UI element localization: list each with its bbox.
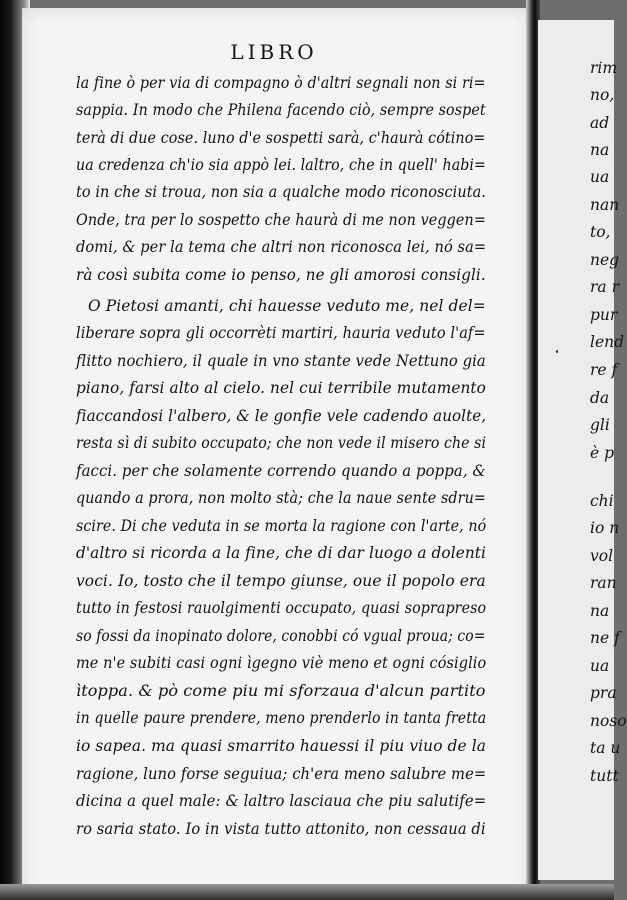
text-line: in quelle paure prendere, meno prenderlo in tanta fretta [76,709,487,727]
text-line: domi, & per la tema che altri non riconosca lei, nó sa= [76,238,487,256]
right-text-fragment: no, [590,86,615,104]
right-text-fragment: lend [590,333,625,351]
right-text-fragment: na [590,141,610,159]
text-line: facci. per che solamente correndo quando a poppa, & [76,462,486,480]
text-line: sappia. In modo che Philena facendo ciò, sempre sospet [76,101,486,119]
text-line: quando a prora, non molto stà; che la naue sente sdru= [76,489,487,507]
right-text-fragment: neg [590,251,620,269]
text-line: dicina a quel male: & laltro lasciaua che piu salutife= [76,792,487,810]
text-line: rà così subita come io penso, ne gli amorosi consigli. [76,266,486,284]
text-line: liberare sopra gli occorrèti martiri, hauria veduto l'af= [76,324,486,342]
text-line: ìtoppa. & pò come piu mi sforzaua d'alcun partito [76,682,486,700]
right-text-fragment: noso [590,712,627,730]
text-line: la fine ò per via di compagno ò d'altri segnali non si ri= [76,74,486,92]
right-text-fragment: ra r [590,278,619,296]
right-page-fragment [538,20,627,880]
text-line: flitto nochiero, il quale in vno stante vede Nettuno gia [76,352,486,370]
right-text-fragment: ne f [590,629,620,647]
right-text-fragment: ua [590,657,610,675]
right-text-fragment: na [590,602,610,620]
right-text-fragment: tutt [590,767,619,785]
text-line: scire. Di che veduta in se morta la ragione con l'arte, nó [76,517,487,535]
text-line: tutto in festosi rauolgimenti occupato, quasi soprapreso [76,599,487,617]
ink-speck [556,350,558,353]
right-text-fragment: è p [590,444,615,462]
text-line: so fossi da inopinato dolore, conobbi có vgual proua; co= [76,627,486,645]
right-text-fragment: rim [590,59,618,77]
right-text-fragment: nan [590,196,620,214]
text-line: ua credenza ch'io sia appò lei. laltro, che in quell' habi= [76,156,487,174]
right-text-fragment: da [590,389,610,407]
text-line: O Pietosi amanti, chi hauesse veduto me, nel del= [88,297,486,315]
right-text-fragment: pra [590,684,617,702]
text-line: Onde, tra per lo sospetto che haurà di me non veggen= [76,211,486,229]
right-text-fragment: ad [590,114,610,132]
right-text-fragment: re f [590,361,618,379]
right-text-fragment: vol [590,547,614,565]
text-line: ro saria stato. Io in vista tutto attonito, non cessaua di [76,820,486,838]
right-text-fragment: ta u [590,739,621,757]
right-text-fragment: chi [590,492,614,510]
right-text-fragment: to, [590,223,611,241]
right-text-fragment: ua [590,168,610,186]
right-text-fragment: ran [590,574,617,592]
running-head: LIBRO [230,40,318,64]
text-line: voci. Io, tosto che il tempo giunse, oue il popolo era [76,572,486,590]
text-line: to in che si troua, non sia a qualche modo riconosciuta. [76,183,486,201]
right-text-fragment: pur [590,306,618,324]
text-line: d'altro si ricorda a la fine, che di dar luogo a dolenti [76,544,487,562]
text-line: terà di due cose. luno d'e sospetti sarà, c'haurà cótino= [76,129,486,147]
text-line: me n'e subiti casi ogni ìgegno viè meno et ogni cósiglio [76,654,487,672]
text-line: ragione, luno forse seguiua; ch'era meno salubre me= [76,765,487,783]
bottom-shadow [0,884,614,900]
text-line: fiaccandosi l'albero, & le gonfie vele cadendo auolte, [76,407,487,425]
text-line: resta sì di subito occupato; che non vede il misero che si [76,434,487,452]
text-line: piano, farsi alto al cielo. nel cui terribile mutamento [76,379,486,397]
right-text-fragment: io n [590,519,620,537]
text-line: io sapea. ma quasi smarrito hauessi il piu viuo de la [76,737,487,755]
right-text-fragment: gli [590,416,610,434]
